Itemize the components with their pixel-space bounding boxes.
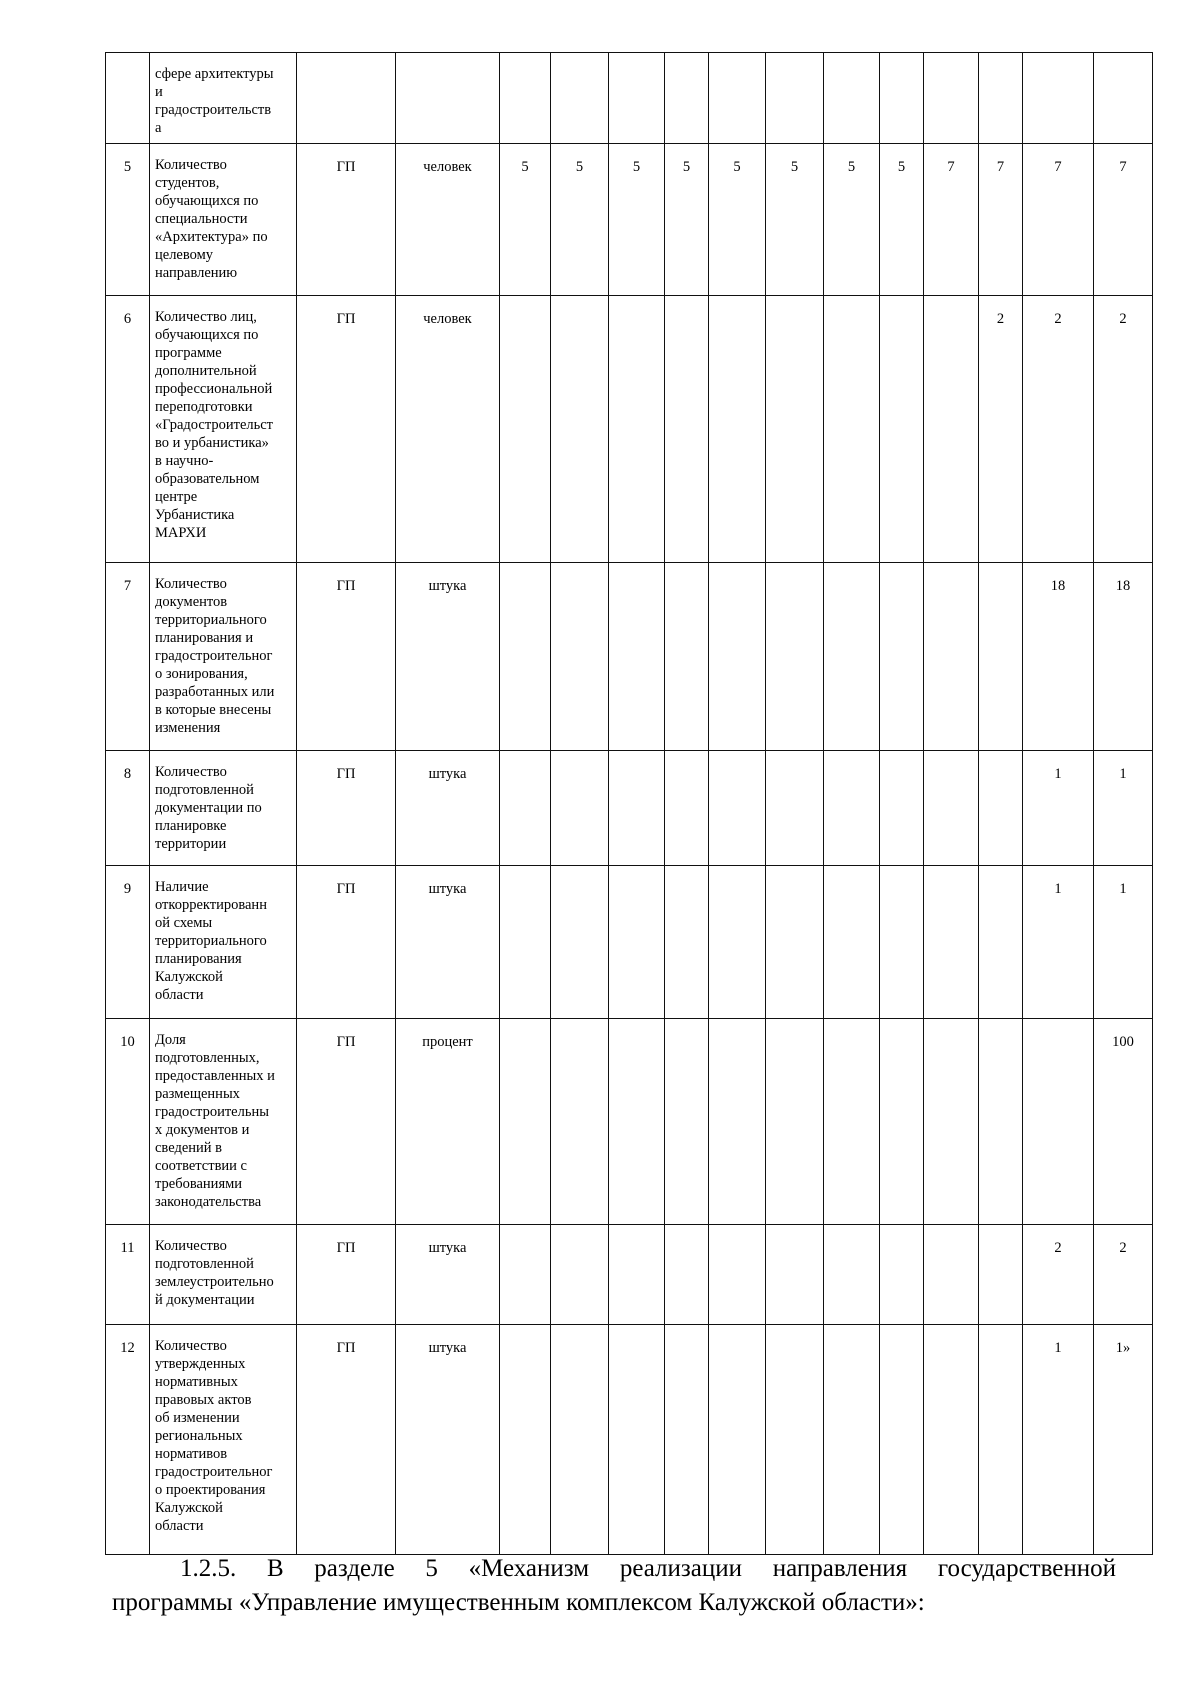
indicator-name-line: целевому bbox=[155, 247, 214, 263]
indicator-name-line: размещенных bbox=[155, 1086, 240, 1102]
indicator-name bbox=[150, 866, 297, 1019]
indicator-name-line: правовых актов bbox=[155, 1392, 252, 1408]
indicator-name-line: студентов, bbox=[155, 175, 220, 191]
value-cell bbox=[766, 751, 824, 866]
value-cell bbox=[551, 1019, 609, 1225]
value-cell bbox=[924, 1225, 979, 1325]
value-cell: 7 bbox=[1094, 144, 1153, 296]
indicator-name-line: градостроительств bbox=[155, 102, 272, 118]
value-cell bbox=[824, 866, 880, 1019]
value-cell bbox=[979, 751, 1023, 866]
indicator-name bbox=[150, 144, 297, 296]
indicator-name-line: градостроительног bbox=[155, 648, 273, 664]
value-cell: 2 bbox=[1094, 296, 1153, 563]
value-cell bbox=[551, 1225, 609, 1325]
footer-line-1: 1.2.5. В разделе 5 «Механизм реализации направления государственной bbox=[180, 1555, 1116, 1582]
indicator-name-line: Калужской bbox=[155, 1500, 223, 1516]
indicator-name bbox=[150, 296, 297, 563]
indicator-name-line: х документов и bbox=[155, 1122, 250, 1138]
indicator-name-line: о проектирования bbox=[155, 1482, 266, 1498]
indicator-name bbox=[150, 751, 297, 866]
indicator-name-line: а bbox=[155, 120, 162, 136]
indicator-name-line: ой схемы bbox=[155, 915, 213, 931]
value-cell bbox=[766, 1225, 824, 1325]
source-cell: ГП bbox=[297, 144, 396, 296]
value-cell bbox=[500, 1225, 551, 1325]
value-cell: 5 bbox=[880, 144, 924, 296]
value-cell bbox=[500, 1019, 551, 1225]
unit-cell bbox=[396, 53, 500, 144]
value-cell bbox=[824, 296, 880, 563]
value-cell bbox=[979, 53, 1023, 144]
indicator-name-line: территориального bbox=[155, 612, 267, 628]
value-cell bbox=[551, 1325, 609, 1555]
value-cell bbox=[665, 866, 709, 1019]
value-cell bbox=[609, 296, 665, 563]
value-cell bbox=[665, 1325, 709, 1555]
indicator-name-line: планировке bbox=[155, 818, 227, 834]
indicator-name-line: планирования и bbox=[155, 630, 254, 646]
value-cell: 2 bbox=[1023, 296, 1094, 563]
value-cell bbox=[766, 296, 824, 563]
indicator-name-line: Количество bbox=[155, 1238, 227, 1254]
row-number: 5 bbox=[106, 144, 150, 296]
value-cell: 1 bbox=[1023, 866, 1094, 1019]
value-cell: 5 bbox=[609, 144, 665, 296]
value-cell: 5 bbox=[766, 144, 824, 296]
value-cell bbox=[500, 53, 551, 144]
value-cell bbox=[924, 1325, 979, 1555]
value-cell: 7 bbox=[924, 144, 979, 296]
indicator-name-line: сфере архитектуры bbox=[155, 66, 274, 82]
indicator-name-line: Калужской bbox=[155, 969, 223, 985]
table-row bbox=[106, 563, 1153, 751]
value-cell bbox=[766, 563, 824, 751]
value-cell bbox=[880, 563, 924, 751]
value-cell bbox=[979, 1325, 1023, 1555]
value-cell bbox=[609, 1325, 665, 1555]
value-cell bbox=[979, 1225, 1023, 1325]
indicator-name-line: региональных bbox=[155, 1428, 243, 1444]
value-cell bbox=[709, 563, 766, 751]
value-cell bbox=[924, 751, 979, 866]
value-cell bbox=[979, 1019, 1023, 1225]
value-cell bbox=[551, 53, 609, 144]
unit-cell: штука bbox=[396, 563, 500, 751]
value-cell bbox=[500, 751, 551, 866]
value-cell: 2 bbox=[1094, 1225, 1153, 1325]
unit-cell: человек bbox=[396, 296, 500, 563]
value-cell: 1 bbox=[1023, 751, 1094, 866]
value-cell bbox=[1023, 53, 1094, 144]
indicator-name-line: утвержденных bbox=[155, 1356, 246, 1372]
value-cell bbox=[766, 866, 824, 1019]
value-cell bbox=[766, 1019, 824, 1225]
table-row bbox=[106, 751, 1153, 866]
value-cell bbox=[709, 1019, 766, 1225]
value-cell bbox=[609, 563, 665, 751]
table-row bbox=[106, 1019, 1153, 1225]
row-number: 7 bbox=[106, 563, 150, 751]
footer-line-2: программы «Управление имущественным комплексом Калужской области»: bbox=[112, 1589, 925, 1616]
row-number: 6 bbox=[106, 296, 150, 563]
value-cell: 1 bbox=[1094, 751, 1153, 866]
indicator-name-line: землеустроительно bbox=[155, 1274, 274, 1290]
indicator-name-line: й документации bbox=[155, 1292, 255, 1308]
value-cell bbox=[551, 751, 609, 866]
value-cell bbox=[551, 866, 609, 1019]
indicator-name-line: предоставленных и bbox=[155, 1068, 275, 1084]
indicator-name-line: Количество bbox=[155, 157, 227, 173]
value-cell: 18 bbox=[1023, 563, 1094, 751]
value-cell bbox=[824, 751, 880, 866]
value-cell bbox=[979, 563, 1023, 751]
value-cell: 100 bbox=[1094, 1019, 1153, 1225]
value-cell bbox=[924, 866, 979, 1019]
indicator-name-line: подготовленной bbox=[155, 1256, 254, 1272]
indicator-name-line: обучающихся по bbox=[155, 193, 259, 209]
indicator-name-line: Количество bbox=[155, 576, 227, 592]
value-cell: 1 bbox=[1023, 1325, 1094, 1555]
value-cell bbox=[709, 1225, 766, 1325]
value-cell bbox=[709, 751, 766, 866]
indicator-name-line: нормативных bbox=[155, 1374, 238, 1390]
value-cell bbox=[609, 1225, 665, 1325]
unit-cell: штука bbox=[396, 1325, 500, 1555]
indicator-name-line: области bbox=[155, 987, 204, 1003]
indicator-name-line: нормативов bbox=[155, 1446, 228, 1462]
value-cell bbox=[665, 296, 709, 563]
indicator-name-line: специальности bbox=[155, 211, 248, 227]
indicator-name-line: Доля bbox=[155, 1032, 186, 1048]
indicator-name-line: документации по bbox=[155, 800, 262, 816]
indicator-name-line: дополнительной bbox=[155, 363, 257, 379]
value-cell bbox=[500, 866, 551, 1019]
indicator-name-line: документов bbox=[155, 594, 228, 610]
value-cell bbox=[880, 751, 924, 866]
indicator-name-line: МАРХИ bbox=[155, 525, 207, 541]
value-cell bbox=[609, 751, 665, 866]
value-cell bbox=[609, 1019, 665, 1225]
indicator-name-line: программе bbox=[155, 345, 222, 361]
value-cell bbox=[824, 1225, 880, 1325]
indicator-name bbox=[150, 1225, 297, 1325]
indicator-name bbox=[150, 1019, 297, 1225]
indicator-name-line: переподготовки bbox=[155, 399, 253, 415]
value-cell bbox=[924, 296, 979, 563]
table-row bbox=[106, 1225, 1153, 1325]
indicators-table bbox=[105, 52, 1153, 1555]
indicator-name-line: подготовленных, bbox=[155, 1050, 260, 1066]
value-cell bbox=[824, 1325, 880, 1555]
table-row bbox=[106, 866, 1153, 1019]
value-cell bbox=[665, 563, 709, 751]
value-cell bbox=[880, 1019, 924, 1225]
source-cell: ГП bbox=[297, 751, 396, 866]
source-cell bbox=[297, 53, 396, 144]
value-cell: 7 bbox=[979, 144, 1023, 296]
value-cell bbox=[924, 1019, 979, 1225]
value-cell bbox=[766, 1325, 824, 1555]
indicator-name-line: сведений в bbox=[155, 1140, 223, 1156]
table-body bbox=[106, 53, 1153, 1555]
value-cell: 1 bbox=[1094, 866, 1153, 1019]
indicator-name-line: Наличие bbox=[155, 879, 209, 895]
value-cell bbox=[880, 296, 924, 563]
value-cell bbox=[500, 563, 551, 751]
value-cell: 5 bbox=[824, 144, 880, 296]
table-row bbox=[106, 1325, 1153, 1555]
value-cell bbox=[824, 563, 880, 751]
indicator-name-line: во и урбанистика» bbox=[155, 435, 269, 451]
unit-cell: штука bbox=[396, 866, 500, 1019]
value-cell: 18 bbox=[1094, 563, 1153, 751]
value-cell bbox=[880, 1225, 924, 1325]
indicator-name-line: Урбанистика bbox=[155, 507, 235, 523]
value-cell: 2 bbox=[979, 296, 1023, 563]
indicator-name-line: об изменении bbox=[155, 1410, 240, 1426]
source-cell: ГП bbox=[297, 296, 396, 563]
indicator-name-line: в научно- bbox=[155, 453, 214, 469]
source-cell: ГП bbox=[297, 1225, 396, 1325]
value-cell bbox=[880, 866, 924, 1019]
indicator-name-line: требованиями bbox=[155, 1176, 243, 1192]
value-cell bbox=[609, 866, 665, 1019]
value-cell: 5 bbox=[709, 144, 766, 296]
value-cell bbox=[500, 1325, 551, 1555]
value-cell bbox=[665, 53, 709, 144]
value-cell: 5 bbox=[665, 144, 709, 296]
row-number: 11 bbox=[106, 1225, 150, 1325]
indicator-name-line: градостроительног bbox=[155, 1464, 273, 1480]
value-cell bbox=[665, 1019, 709, 1225]
indicator-name-line: подготовленной bbox=[155, 782, 254, 798]
value-cell bbox=[880, 1325, 924, 1555]
value-cell bbox=[709, 53, 766, 144]
indicator-name-line: образовательном bbox=[155, 471, 260, 487]
unit-cell: человек bbox=[396, 144, 500, 296]
indicator-name-line: Количество bbox=[155, 1338, 227, 1354]
indicator-name-line: о зонирования, bbox=[155, 666, 248, 682]
value-cell: 1» bbox=[1094, 1325, 1153, 1555]
value-cell bbox=[880, 53, 924, 144]
value-cell bbox=[924, 563, 979, 751]
value-cell bbox=[1094, 53, 1153, 144]
indicator-name-line: и bbox=[155, 84, 163, 100]
indicator-name-line: Количество bbox=[155, 764, 227, 780]
value-cell bbox=[709, 1325, 766, 1555]
indicator-name-line: законодательства bbox=[155, 1194, 262, 1210]
indicator-name bbox=[150, 1325, 297, 1555]
footer-paragraph bbox=[112, 1552, 1116, 1620]
indicator-name-line: Количество лиц, bbox=[155, 309, 257, 325]
value-cell bbox=[709, 866, 766, 1019]
indicator-name-line: откорректированн bbox=[155, 897, 267, 913]
value-cell bbox=[766, 53, 824, 144]
table-row bbox=[106, 296, 1153, 563]
value-cell bbox=[824, 1019, 880, 1225]
indicator-name-line: разработанных или bbox=[155, 684, 275, 700]
row-number bbox=[106, 53, 150, 144]
indicator-name-line: «Архитектура» по bbox=[155, 229, 268, 245]
indicator-name-line: соответствии с bbox=[155, 1158, 247, 1174]
value-cell bbox=[609, 53, 665, 144]
indicator-name bbox=[150, 53, 297, 144]
unit-cell: штука bbox=[396, 751, 500, 866]
indicator-name-line: территориального bbox=[155, 933, 267, 949]
unit-cell: процент bbox=[396, 1019, 500, 1225]
value-cell bbox=[709, 296, 766, 563]
indicator-name-line: территории bbox=[155, 836, 227, 852]
source-cell: ГП bbox=[297, 866, 396, 1019]
value-cell bbox=[551, 563, 609, 751]
row-number: 10 bbox=[106, 1019, 150, 1225]
value-cell: 2 bbox=[1023, 1225, 1094, 1325]
indicator-name bbox=[150, 563, 297, 751]
indicator-name-line: изменения bbox=[155, 720, 221, 736]
value-cell bbox=[665, 1225, 709, 1325]
indicator-name-line: градостроительны bbox=[155, 1104, 269, 1120]
indicator-name-line: планирования bbox=[155, 951, 242, 967]
value-cell bbox=[824, 53, 880, 144]
indicator-name-line: обучающихся по bbox=[155, 327, 259, 343]
unit-cell: штука bbox=[396, 1225, 500, 1325]
indicator-name-line: направлению bbox=[155, 265, 238, 281]
value-cell bbox=[1023, 1019, 1094, 1225]
row-number: 9 bbox=[106, 866, 150, 1019]
value-cell bbox=[500, 296, 551, 563]
source-cell: ГП bbox=[297, 1325, 396, 1555]
value-cell: 7 bbox=[1023, 144, 1094, 296]
table-row bbox=[106, 144, 1153, 296]
indicator-name-line: центре bbox=[155, 489, 198, 505]
indicator-name-line: профессиональной bbox=[155, 381, 273, 397]
table-row bbox=[106, 53, 1153, 144]
row-number: 8 bbox=[106, 751, 150, 866]
value-cell bbox=[924, 53, 979, 144]
indicator-name-line: «Градостроительст bbox=[155, 417, 273, 433]
source-cell: ГП bbox=[297, 1019, 396, 1225]
value-cell bbox=[979, 866, 1023, 1019]
indicator-name-line: области bbox=[155, 1518, 204, 1534]
value-cell bbox=[551, 296, 609, 563]
value-cell: 5 bbox=[551, 144, 609, 296]
source-cell: ГП bbox=[297, 563, 396, 751]
value-cell bbox=[665, 751, 709, 866]
value-cell: 5 bbox=[500, 144, 551, 296]
indicator-name-line: в которые внесены bbox=[155, 702, 272, 718]
row-number: 12 bbox=[106, 1325, 150, 1555]
